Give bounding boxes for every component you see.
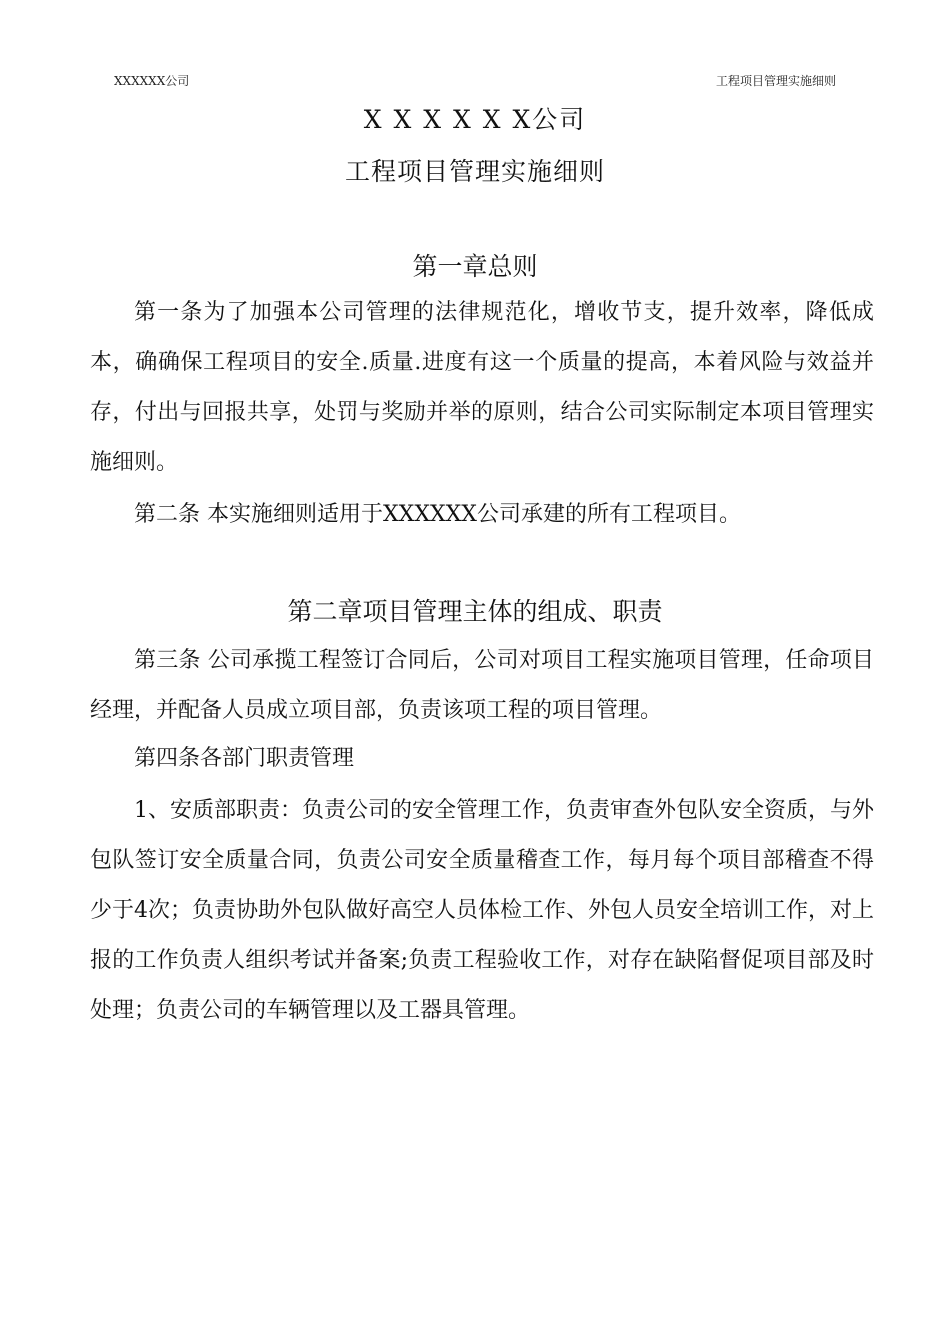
article-4: 第四条各部门职责管理 [134, 746, 355, 771]
chapter-1-heading: 第一章总则 [412, 252, 538, 281]
running-header-title: 工程项目管理实施细则 [715, 74, 836, 88]
document-title: 工程项目管理实施细则 [344, 157, 605, 186]
article-2: 第二条 本实施细则适用于XXXXXX公司承建的所有工程项目。 [134, 502, 741, 527]
article-3: 第三条 公司承揽工程签订合同后，公司对项目工程实施项目管理，任命项目经理，并配备人员成立项目部，负责该项工程的项目管理。 [90, 648, 874, 723]
article-1: 第一条为了加强本公司管理的法律规范化，增收节支，提升效率，降低成本，确确保工程项目的安全.质量.进度有这一个质量的提高，本着风险与效益并存，付出与回报共享，处罚与奖励并举的原则，结合公司实际制定本项目管理实施细则。 [90, 300, 874, 475]
company-title: X X X X X X公司 [363, 105, 587, 134]
chapter-2-heading: 第二章项目管理主体的组成、职责 [287, 597, 663, 626]
article-4-item-1: 1、安质部职责：负责公司的安全管理工作，负责审查外包队安全资质，与外包队签订安全质量合同，负责公司安全质量稽查工作，每月每个项目部稽查不得少于4次；负责协助外包队做好高空人员体检工作、外包人员安全培训工作，对上报的工作负责人组织考试并备案;负责工程验收工作，对存在缺陷督促项目部及时处理；负责公司的车辆管理以及工器具管理。 [90, 798, 874, 1023]
running-header-company: XXXXXX公司 [114, 74, 190, 88]
